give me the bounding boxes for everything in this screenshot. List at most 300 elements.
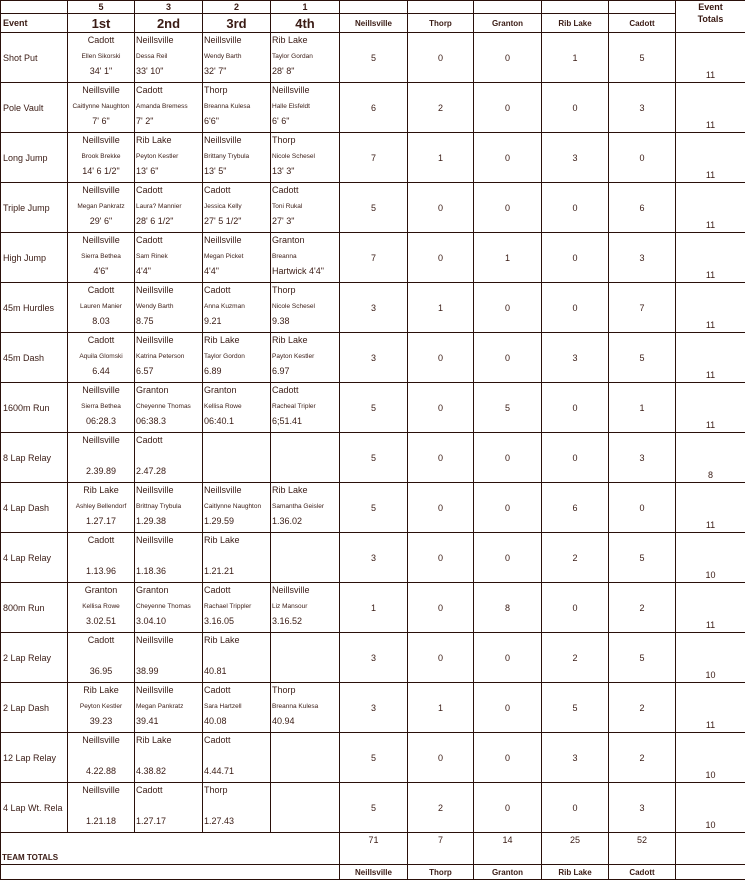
place-athlete: Liz Mansour <box>271 599 339 615</box>
place-cell-2nd <box>135 483 203 533</box>
place-school: Neillsville <box>135 333 202 349</box>
place-school: Cadott <box>203 283 270 299</box>
place-mark: 1.36.02 <box>271 514 339 530</box>
score-granton: 0 <box>474 133 542 183</box>
place-school: Cadott <box>271 183 339 199</box>
event-total: 11 <box>676 583 745 633</box>
place-mark: 28' 6 1/2" <box>135 214 202 230</box>
place-mark: 8.03 <box>68 314 134 330</box>
place-school: Cadott <box>68 533 134 549</box>
place-mark: 7' 2" <box>135 114 202 130</box>
event-totals-header <box>676 1 745 33</box>
place-mark: 1.21.21 <box>203 564 270 580</box>
event-row <box>1 283 745 333</box>
place-mark: 38.99 <box>135 664 202 680</box>
place-school: Thorp <box>203 783 270 799</box>
points-1st: 5 <box>68 1 135 14</box>
event-row <box>1 133 745 183</box>
event-row <box>1 633 745 683</box>
place-cell-3rd <box>203 733 271 783</box>
place-school: Cadott <box>203 683 270 699</box>
header-row <box>1 14 745 33</box>
place-mark: 6.44 <box>68 364 134 380</box>
place-cell-3rd <box>203 33 271 83</box>
place-cell-4th <box>271 783 340 833</box>
place-school <box>271 783 339 799</box>
place-athlete <box>135 649 202 665</box>
place-athlete <box>271 549 339 565</box>
place-athlete: Dessa Reil <box>135 49 202 65</box>
place-athlete: Brittnay Trybula <box>135 499 202 515</box>
place-school: Neillsville <box>135 283 202 299</box>
place-mark: 8.75 <box>135 314 202 330</box>
score-thorp: 2 <box>408 83 474 133</box>
place-cell-3rd <box>203 533 271 583</box>
place-cell-1st <box>68 383 135 433</box>
event-total: 11 <box>676 383 745 433</box>
place-athlete: Anna Kuzman <box>203 299 270 315</box>
place-athlete: Sierra Bethea <box>68 399 134 415</box>
score-cadott: 2 <box>609 683 676 733</box>
event-total: 10 <box>676 533 745 583</box>
place-school: Granton <box>135 383 202 399</box>
place-mark: 40.81 <box>203 664 270 680</box>
score-granton: 0 <box>474 183 542 233</box>
place-school: Neillsville <box>68 783 134 799</box>
event-name: Shot Put <box>1 33 68 83</box>
place-athlete <box>271 649 339 665</box>
place-school: Cadott <box>203 583 270 599</box>
place-cell-1st <box>68 233 135 283</box>
place-school: Thorp <box>271 283 339 299</box>
score-thorp: 0 <box>408 233 474 283</box>
place-mark: 40.94 <box>271 714 339 730</box>
event-totals-line2: Totals <box>676 13 745 25</box>
team-total-rib-lake: 25 <box>542 833 609 865</box>
place-athlete: Payton Kestler <box>271 349 339 365</box>
place-mark: 29' 6" <box>68 214 134 230</box>
place-cell-1st <box>68 583 135 633</box>
score-granton: 0 <box>474 683 542 733</box>
score-rib-lake: 1 <box>542 33 609 83</box>
place-school: Granton <box>68 583 134 599</box>
event-totals-line1: Event <box>676 1 745 13</box>
score-rib-lake: 0 <box>542 583 609 633</box>
place-school: Rib Lake <box>271 33 339 49</box>
place-cell-1st <box>68 733 135 783</box>
blank-cell <box>408 1 474 14</box>
place-mark: 1.29.59 <box>203 514 270 530</box>
place-mark: 9.38 <box>271 314 339 330</box>
place-athlete <box>68 799 134 815</box>
score-cadott: 0 <box>609 133 676 183</box>
event-total: 8 <box>676 433 745 483</box>
footer-team-cadott: Cadott <box>609 865 676 880</box>
event-name: 4 Lap Relay <box>1 533 68 583</box>
score-rib-lake: 5 <box>542 683 609 733</box>
place-school <box>271 433 339 449</box>
score-cadott: 1 <box>609 383 676 433</box>
place-school: Cadott <box>135 433 202 449</box>
place-school: Rib Lake <box>271 333 339 349</box>
place-cell-2nd <box>135 733 203 783</box>
place-cell-2nd <box>135 583 203 633</box>
place-athlete: Ashley Bellendorf <box>68 499 134 515</box>
score-granton: 0 <box>474 283 542 333</box>
place-school: Rib Lake <box>68 483 134 499</box>
place-mark: 1.13.96 <box>68 564 134 580</box>
event-name: 800m Run <box>1 583 68 633</box>
place-athlete: Sierra Bethea <box>68 249 134 265</box>
place-athlete: Rachael Trippler <box>203 599 270 615</box>
place-cell-2nd <box>135 783 203 833</box>
place-athlete: Jessica Kelly <box>203 199 270 215</box>
place-mark: 28' 8" <box>271 64 339 80</box>
event-total: 11 <box>676 133 745 183</box>
place-athlete: Breanna Kulesa <box>203 99 270 115</box>
place-athlete: Megan Pankratz <box>135 699 202 715</box>
place-cell-4th <box>271 33 340 83</box>
score-granton: 0 <box>474 83 542 133</box>
place-athlete <box>203 549 270 565</box>
score-thorp: 0 <box>408 433 474 483</box>
event-row <box>1 33 745 83</box>
score-cadott: 0 <box>609 483 676 533</box>
place-cell-4th <box>271 433 340 483</box>
place-athlete: Kellisa Rowe <box>203 399 270 415</box>
place-athlete: Brook Brekke <box>68 149 134 165</box>
place-cell-3rd <box>203 683 271 733</box>
place-cell-2nd <box>135 683 203 733</box>
place-mark: 6' 6" <box>271 114 339 130</box>
place-school: Neillsville <box>203 233 270 249</box>
blank-cell <box>542 1 609 14</box>
event-row <box>1 583 745 633</box>
place-athlete: Nicole Schesel <box>271 149 339 165</box>
place-school: Cadott <box>135 783 202 799</box>
place-cell-1st <box>68 133 135 183</box>
footer-team-granton: Granton <box>474 865 542 880</box>
place-athlete: Megan Picket <box>203 249 270 265</box>
place-school: Neillsville <box>135 683 202 699</box>
place-school: Neillsville <box>68 83 134 99</box>
event-row <box>1 333 745 383</box>
place-mark: 4'6" <box>68 264 134 280</box>
footer-team-rib-lake: Rib Lake <box>542 865 609 880</box>
place-mark: 1.21.18 <box>68 814 134 830</box>
event-total: 11 <box>676 33 745 83</box>
score-cadott: 3 <box>609 783 676 833</box>
score-thorp: 0 <box>408 533 474 583</box>
place-mark: 9.21 <box>203 314 270 330</box>
place-school: Cadott <box>68 283 134 299</box>
place-mark: 6.97 <box>271 364 339 380</box>
place-school <box>203 433 270 449</box>
event-name: 1600m Run <box>1 383 68 433</box>
event-total: 11 <box>676 283 745 333</box>
event-row <box>1 83 745 133</box>
place-athlete <box>203 799 270 815</box>
place-cell-2nd <box>135 283 203 333</box>
place-mark: 27' 5 1/2" <box>203 214 270 230</box>
score-thorp: 1 <box>408 133 474 183</box>
score-neillsville: 5 <box>340 783 408 833</box>
place-mark: 1.27.17 <box>135 814 202 830</box>
event-name: 4 Lap Dash <box>1 483 68 533</box>
place-school: Cadott <box>271 383 339 399</box>
place-cell-4th <box>271 633 340 683</box>
place-school: Neillsville <box>68 733 134 749</box>
place-cell-4th <box>271 733 340 783</box>
place-school: Granton <box>135 583 202 599</box>
place-mark: 32' 7" <box>203 64 270 80</box>
place-header-3rd: 3rd <box>203 14 271 33</box>
place-school: Granton <box>203 383 270 399</box>
place-athlete <box>135 799 202 815</box>
score-neillsville: 5 <box>340 183 408 233</box>
place-athlete: Kellisa Rowe <box>68 599 134 615</box>
score-rib-lake: 0 <box>542 233 609 283</box>
place-school: Thorp <box>203 83 270 99</box>
place-mark: 6'6" <box>203 114 270 130</box>
place-athlete: Wendy Barth <box>135 299 202 315</box>
footer-team-thorp: Thorp <box>408 865 474 880</box>
event-name: Long Jump <box>1 133 68 183</box>
place-school: Cadott <box>135 233 202 249</box>
score-granton: 0 <box>474 633 542 683</box>
place-mark: 14' 6 1/2" <box>68 164 134 180</box>
place-athlete <box>271 799 339 815</box>
place-school: Thorp <box>271 683 339 699</box>
place-school: Neillsville <box>68 383 134 399</box>
place-mark: 13' 5" <box>203 164 270 180</box>
place-school: Rib Lake <box>271 483 339 499</box>
place-athlete <box>68 549 134 565</box>
place-mark <box>271 464 339 480</box>
place-athlete: Laura? Mannier <box>135 199 202 215</box>
score-neillsville: 6 <box>340 83 408 133</box>
event-name: 2 Lap Relay <box>1 633 68 683</box>
footer-team-neillsville: Neillsville <box>340 865 408 880</box>
place-athlete <box>271 749 339 765</box>
place-cell-1st <box>68 33 135 83</box>
score-granton: 0 <box>474 733 542 783</box>
team-header-thorp: Thorp <box>408 14 474 33</box>
place-mark: 34' 1" <box>68 64 134 80</box>
score-rib-lake: 0 <box>542 433 609 483</box>
place-cell-2nd <box>135 633 203 683</box>
place-cell-2nd <box>135 383 203 433</box>
score-granton: 0 <box>474 433 542 483</box>
place-athlete: Peyton Kestler <box>135 149 202 165</box>
score-neillsville: 7 <box>340 133 408 183</box>
place-cell-3rd <box>203 783 271 833</box>
score-rib-lake: 3 <box>542 733 609 783</box>
place-cell-2nd <box>135 133 203 183</box>
score-rib-lake: 0 <box>542 283 609 333</box>
place-cell-1st <box>68 633 135 683</box>
score-rib-lake: 0 <box>542 383 609 433</box>
place-mark: 6.89 <box>203 364 270 380</box>
place-athlete: Cheyenne Thomas <box>135 399 202 415</box>
score-thorp: 0 <box>408 583 474 633</box>
place-cell-1st <box>68 483 135 533</box>
score-neillsville: 5 <box>340 433 408 483</box>
place-athlete: Breanna Kulesa <box>271 699 339 715</box>
points-row <box>1 1 745 14</box>
event-total: 10 <box>676 733 745 783</box>
score-neillsville: 3 <box>340 533 408 583</box>
event-name: 45m Hurdles <box>1 283 68 333</box>
points-2nd: 3 <box>135 1 203 14</box>
place-mark: 1.27.17 <box>68 514 134 530</box>
place-mark: 4.44.71 <box>203 764 270 780</box>
place-mark: 1.27.43 <box>203 814 270 830</box>
place-school: Cadott <box>135 83 202 99</box>
place-cell-3rd <box>203 283 271 333</box>
place-school: Neillsville <box>203 33 270 49</box>
event-total: 11 <box>676 233 745 283</box>
place-school <box>271 733 339 749</box>
place-athlete: Samantha Geisler <box>271 499 339 515</box>
place-school: Neillsville <box>135 483 202 499</box>
place-header-2nd: 2nd <box>135 14 203 33</box>
place-athlete: Caitlynne Naughton <box>68 99 134 115</box>
score-neillsville: 1 <box>340 583 408 633</box>
place-cell-4th <box>271 83 340 133</box>
place-cell-3rd <box>203 133 271 183</box>
team-total-cadott: 52 <box>609 833 676 865</box>
place-athlete: Aquila Glomski <box>68 349 134 365</box>
place-cell-1st <box>68 83 135 133</box>
score-rib-lake: 3 <box>542 333 609 383</box>
place-athlete: Nicole Schesel <box>271 299 339 315</box>
place-mark: 06:38.3 <box>135 414 202 430</box>
score-rib-lake: 2 <box>542 633 609 683</box>
place-athlete <box>203 449 270 465</box>
score-neillsville: 7 <box>340 233 408 283</box>
place-cell-3rd <box>203 633 271 683</box>
event-total: 10 <box>676 783 745 833</box>
place-athlete <box>135 549 202 565</box>
place-mark: 4'4" <box>203 264 270 280</box>
score-cadott: 3 <box>609 83 676 133</box>
place-cell-2nd <box>135 83 203 133</box>
score-cadott: 2 <box>609 733 676 783</box>
event-total: 11 <box>676 483 745 533</box>
place-school: Neillsville <box>135 533 202 549</box>
place-mark: 39.41 <box>135 714 202 730</box>
place-cell-2nd <box>135 433 203 483</box>
event-name: Triple Jump <box>1 183 68 233</box>
place-school: Neillsville <box>203 133 270 149</box>
place-school: Neillsville <box>135 633 202 649</box>
score-thorp: 1 <box>408 683 474 733</box>
place-mark: 06:40.1 <box>203 414 270 430</box>
place-header-4th: 4th <box>271 14 340 33</box>
place-school: Rib Lake <box>135 733 202 749</box>
event-row <box>1 483 745 533</box>
place-mark <box>203 464 270 480</box>
place-athlete <box>271 449 339 465</box>
place-cell-1st <box>68 183 135 233</box>
place-school <box>271 533 339 549</box>
score-thorp: 0 <box>408 383 474 433</box>
place-cell-1st <box>68 433 135 483</box>
place-cell-4th <box>271 483 340 533</box>
score-rib-lake: 6 <box>542 483 609 533</box>
score-rib-lake: 0 <box>542 183 609 233</box>
place-mark: 1.18.36 <box>135 564 202 580</box>
place-mark: 13' 6" <box>135 164 202 180</box>
place-cell-4th <box>271 233 340 283</box>
score-thorp: 0 <box>408 483 474 533</box>
team-header-cadott: Cadott <box>609 14 676 33</box>
score-granton: 5 <box>474 383 542 433</box>
place-cell-2nd <box>135 333 203 383</box>
place-athlete <box>203 649 270 665</box>
blank-cell <box>1 865 340 880</box>
place-mark: 6;51.41 <box>271 414 339 430</box>
place-athlete: Sara Hartzell <box>203 699 270 715</box>
event-name: 45m Dash <box>1 333 68 383</box>
event-row <box>1 433 745 483</box>
place-cell-3rd <box>203 583 271 633</box>
place-school: Cadott <box>68 633 134 649</box>
place-school: Neillsville <box>203 483 270 499</box>
place-mark: 1.29.38 <box>135 514 202 530</box>
place-athlete: Taylor Gordan <box>271 49 339 65</box>
event-total: 10 <box>676 633 745 683</box>
score-rib-lake: 2 <box>542 533 609 583</box>
place-cell-2nd <box>135 233 203 283</box>
score-cadott: 3 <box>609 233 676 283</box>
place-mark <box>271 814 339 830</box>
place-school: Cadott <box>135 183 202 199</box>
place-school: Rib Lake <box>203 633 270 649</box>
place-school: Neillsville <box>135 33 202 49</box>
place-school: Cadott <box>68 33 134 49</box>
place-cell-1st <box>68 683 135 733</box>
place-mark: 3.16.52 <box>271 614 339 630</box>
place-cell-1st <box>68 333 135 383</box>
place-athlete: Peyton Kestler <box>68 699 134 715</box>
place-mark <box>271 664 339 680</box>
place-mark: 4.38.82 <box>135 764 202 780</box>
score-granton: 0 <box>474 33 542 83</box>
score-cadott: 5 <box>609 33 676 83</box>
place-cell-3rd <box>203 183 271 233</box>
score-thorp: 0 <box>408 733 474 783</box>
place-cell-2nd <box>135 533 203 583</box>
place-cell-3rd <box>203 433 271 483</box>
event-total: 11 <box>676 333 745 383</box>
event-name: 2 Lap Dash <box>1 683 68 733</box>
place-mark: 3.02.51 <box>68 614 134 630</box>
event-row <box>1 383 745 433</box>
score-neillsville: 3 <box>340 333 408 383</box>
place-school: Neillsville <box>271 83 339 99</box>
place-school: Neillsville <box>68 183 134 199</box>
place-athlete <box>203 749 270 765</box>
place-cell-4th <box>271 333 340 383</box>
blank-cell <box>1 1 68 14</box>
place-mark: 27' 3" <box>271 214 339 230</box>
place-athlete: Brittany Trybula <box>203 149 270 165</box>
place-header-1st: 1st <box>68 14 135 33</box>
place-cell-2nd <box>135 183 203 233</box>
place-school: Thorp <box>271 133 339 149</box>
